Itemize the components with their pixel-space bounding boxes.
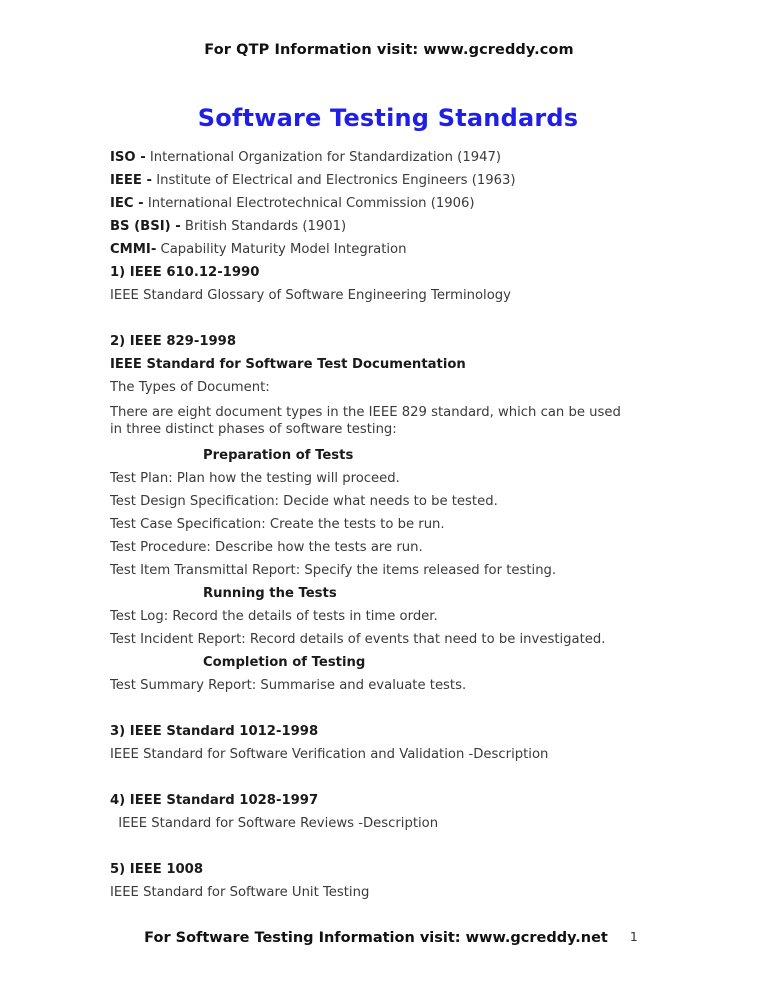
group-title-running: Running the Tests	[203, 586, 337, 601]
group-title-preparation: Preparation of Tests	[203, 448, 354, 463]
page-title-text: Software Testing Standards	[197, 104, 579, 133]
running-footer	[0, 929, 768, 946]
section-gap	[110, 766, 622, 789]
section-3-description: IEEE Standard for Software Verification and Validation -Description	[110, 747, 549, 762]
acronym-row-iso	[110, 146, 622, 169]
section-2-subtitle: IEEE Standard for Software Test Documentation	[110, 357, 466, 372]
acronym-term: CMMI-	[110, 242, 157, 257]
section-gap	[110, 307, 622, 330]
document-type-item: Test Log: Record the details of tests in time order.	[110, 609, 438, 624]
section-4-description: IEEE Standard for Software Reviews -Description	[114, 816, 439, 831]
acronym-row-iec	[110, 192, 622, 215]
acronym-term: BS (BSI) -	[110, 219, 181, 234]
section-gap	[110, 697, 622, 720]
section-1-description: IEEE Standard Glossary of Software Engineering Terminology	[110, 288, 511, 303]
acronym-definition: International Electrotechnical Commission (1906)	[143, 196, 475, 211]
section-5-heading: 5) IEEE 1008	[110, 862, 204, 877]
acronym-term: IEEE -	[110, 173, 152, 188]
document-type-item: Test Item Transmittal Report: Specify the items released for testing.	[110, 563, 557, 578]
running-header-text: For QTP Information visit: www.gcreddy.com	[204, 42, 574, 58]
acronym-definition: Capability Maturity Model Integration	[156, 242, 407, 257]
section-5-description: IEEE Standard for Software Unit Testing	[110, 885, 370, 900]
document-type-item: Test Case Specification: Create the tests to be run.	[110, 517, 445, 532]
document-type-item: Test Incident Report: Record details of events that need to be investigated.	[110, 632, 606, 647]
group-title-completion: Completion of Testing	[203, 655, 366, 670]
acronym-definition: British Standards (1901)	[180, 219, 347, 234]
acronym-definition: International Organization for Standardization (1947)	[145, 150, 502, 165]
running-header	[0, 42, 768, 58]
acronym-row-ieee	[110, 169, 622, 192]
document-type-item: Test Design Specification: Decide what needs to be tested.	[110, 494, 498, 509]
acronym-definition: Institute of Electrical and Electronics Engineers (1963)	[152, 173, 516, 188]
section-2-heading: 2) IEEE 829-1998	[110, 334, 237, 349]
section-3-heading: 3) IEEE Standard 1012-1998	[110, 724, 319, 739]
document-body	[110, 146, 622, 904]
section-1-heading: 1) IEEE 610.12-1990	[110, 265, 260, 280]
section-2-types-label: The Types of Document:	[110, 380, 270, 395]
page-title	[0, 104, 768, 132]
acronym-term: ISO -	[110, 150, 146, 165]
acronym-row-bs	[110, 215, 622, 238]
running-footer-text: For Software Testing Information visit: www.gcreddy.net	[144, 930, 608, 946]
document-type-item: Test Summary Report: Summarise and evaluate tests.	[110, 678, 467, 693]
section-gap	[110, 835, 622, 858]
acronym-row-cmmi	[110, 238, 622, 261]
document-type-item: Test Plan: Plan how the testing will proceed.	[110, 471, 400, 486]
document-type-item: Test Procedure: Describe how the tests are run.	[110, 540, 423, 555]
section-2-intro: There are eight document types in the IEEE 829 standard, which can be used in three distinct phases of software testing:	[110, 405, 621, 437]
section-4-heading: 4) IEEE Standard 1028-1997	[110, 793, 319, 808]
acronym-term: IEC -	[110, 196, 144, 211]
page-number: 1	[629, 929, 638, 944]
